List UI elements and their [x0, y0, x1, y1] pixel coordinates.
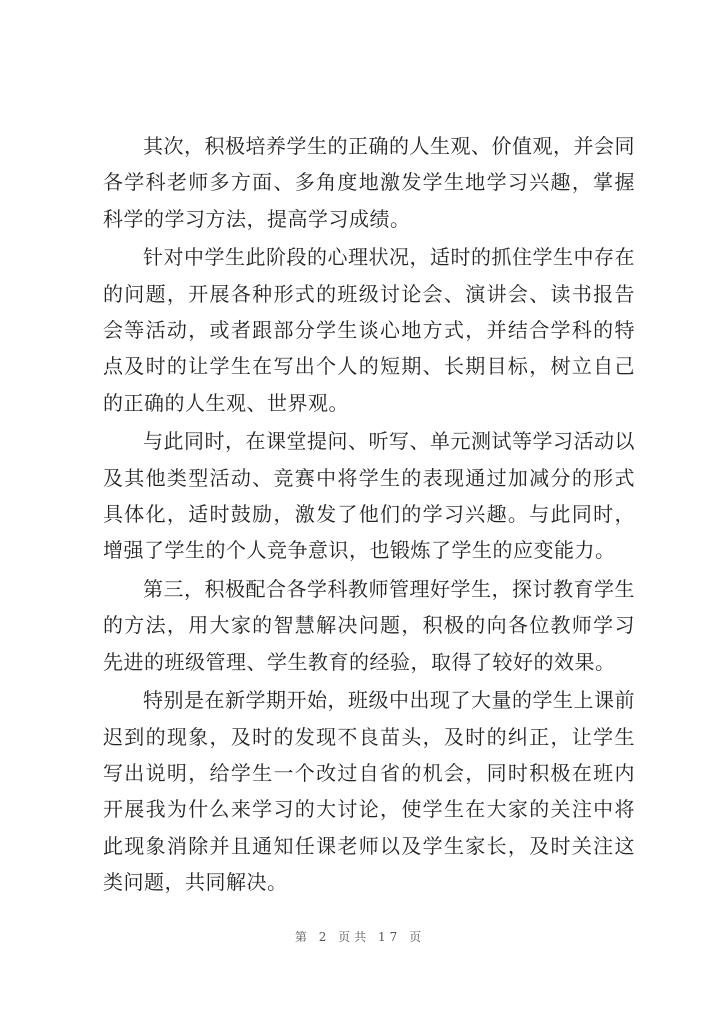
- paragraph-1: 其次，积极培养学生的正确的人生观、价值观，并会同各学科老师多方面、多角度地激发学生地学习兴趣，掌握科学的学习方法，提高学习成绩。: [103, 134, 635, 231]
- page-number-footer: 第 2 页共 17 页: [294, 930, 426, 944]
- paragraph-3: 与此同时，在课堂提问、听写、单元测试等学习活动以及其他类型活动、竞赛中将学生的表现通过加减分的形式具体化，适时鼓励，激发了他们的学习兴趣。与此同时，增强了学生的个人竞争意识，也锻炼了学生的应变能力。: [103, 429, 635, 563]
- paragraph-4: 第三，积极配合各学科教师管理好学生，探讨教育学生的方法，用大家的智慧解决问题，积极的向各位教师学习先进的班级管理、学生教育的经验，取得了较好的效果。: [103, 576, 635, 674]
- paragraph-2: 针对中学生此阶段的心理状况，适时的抓住学生中存在的问题，开展各种形式的班级讨论会、演讲会、读书报告会等活动，或者跟部分学生谈心地方式，并结合学科的特点及时的让学生在写出个人的短期、长期目标，树立自己的正确的人生观、世界观。: [103, 245, 635, 415]
- document-body: [103, 128, 635, 903]
- paragraph-5: 特别是在新学期开始，班级中出现了大量的学生上课前迟到的现象，及时的发现不良苗头，及时的纠正，让学生写出说明，给学生一个改过自省的机会，同时积极在班内开展我为什么来学习的大讨论，使学生在大家的关注中将此现象消除并且通知任课老师以及学生家长，及时关注这类问题，共同解决。: [103, 688, 635, 895]
